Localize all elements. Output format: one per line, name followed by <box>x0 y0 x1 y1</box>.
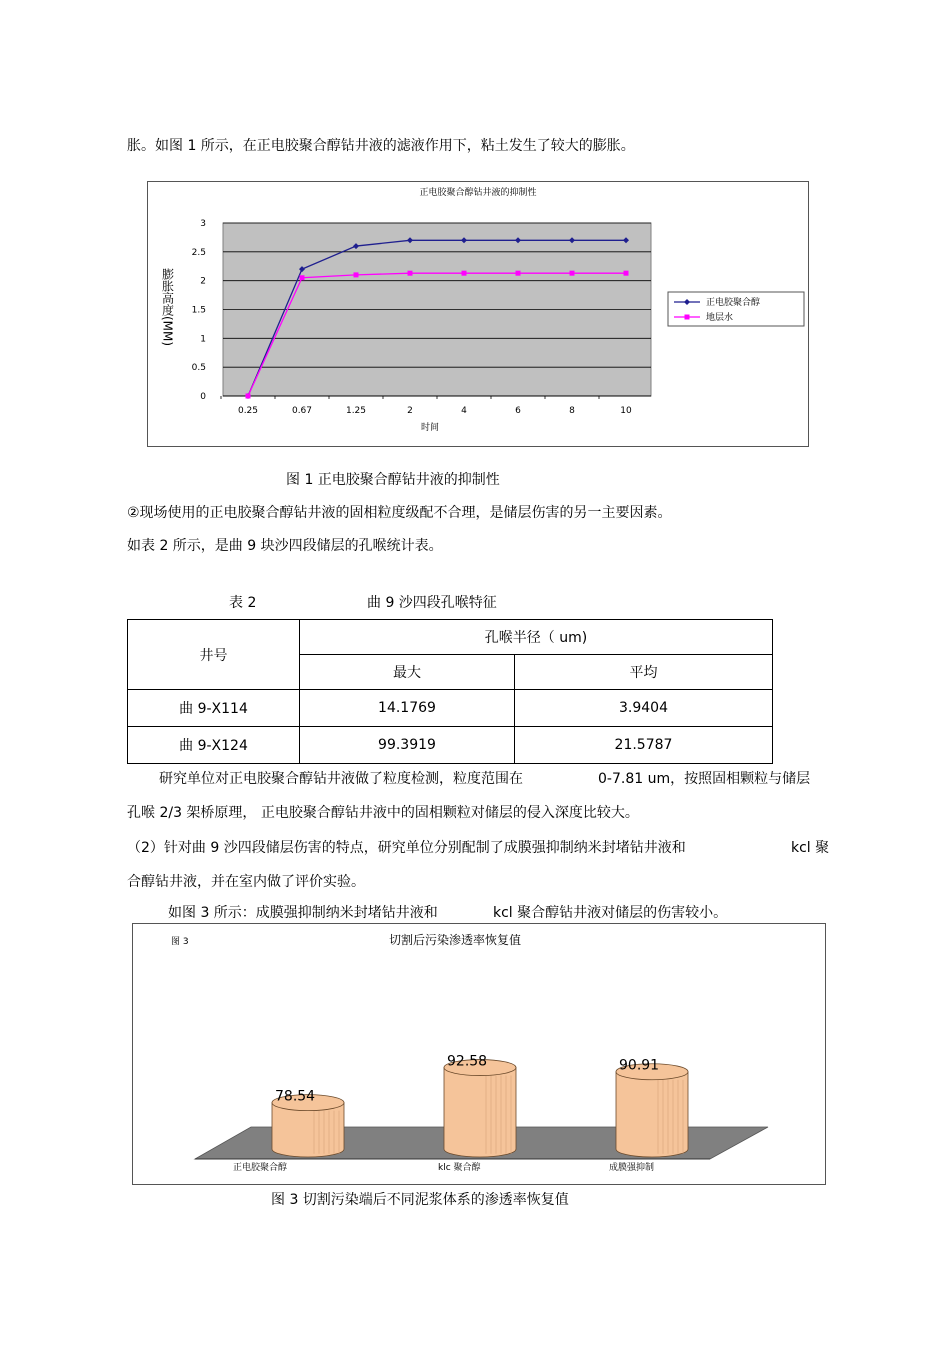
x-tick-label: 8 <box>569 406 575 416</box>
data-point <box>624 271 629 276</box>
y-tick-label: 0 <box>200 392 206 402</box>
chart-1-legend <box>668 292 804 326</box>
paragraph-6b: kcl 聚 <box>791 840 830 856</box>
data-label: 92.58 <box>447 1053 488 1070</box>
table-cell-avg: 21.5787 <box>515 727 773 764</box>
table-2-label: 表 2 <box>229 595 257 611</box>
pore-throat-table <box>127 619 773 764</box>
category-label: 正电胶聚合醇 <box>233 1163 288 1173</box>
x-tick-label: 2 <box>407 406 413 416</box>
table-header-max: 最大 <box>300 655 515 690</box>
x-tick-label: 1.25 <box>345 406 367 416</box>
paragraph-1: 胀。如图 1 所示，在正电胶聚合醇钻井液的滤液作用下，粘土发生了较大的膨胀。 <box>127 138 635 154</box>
table-2-title: 曲 9 沙四段孔喉特征 <box>367 595 497 611</box>
table-header-well: 井号 <box>128 620 300 690</box>
paragraph-2: ②现场使用的正电胶聚合醇钻井液的固相粒度级配不合理，是储层伤害的另一主要因素。 <box>127 505 672 521</box>
x-tick-label: 10 <box>620 406 632 416</box>
chart-3-title: 切割后污染渗透率恢复值 <box>388 933 522 947</box>
data-point <box>516 271 521 276</box>
x-tick-label: 6 <box>515 406 521 416</box>
bar-3 <box>616 1058 688 1157</box>
paragraph-4a: 研究单位对正电胶聚合醇钻井液做了粒度检测，粒度范围在 <box>159 771 523 787</box>
bar-2 <box>444 1054 516 1157</box>
x-tick-label: 0.67 <box>291 406 313 416</box>
paragraph-5: 孔喉 2/3 架桥原理， 正电胶聚合醇钻井液中的固相颗粒对储层的侵入深度比较大。 <box>127 805 639 821</box>
category-label: klc 聚合醇 <box>438 1163 481 1173</box>
data-point <box>408 271 413 276</box>
table-cell-well: 曲 9-X124 <box>128 727 300 764</box>
legend-marker-2 <box>685 315 690 320</box>
bar-body <box>616 1072 688 1157</box>
x-tick-label: 4 <box>461 406 467 416</box>
legend-series-1: 正电胶聚合醇 <box>706 298 761 308</box>
permeability-bar-chart <box>133 924 825 1184</box>
figure-3-caption: 图 3 切割污染端后不同泥浆体系的渗透率恢复值 <box>271 1192 569 1208</box>
table-row <box>128 727 773 764</box>
data-point <box>246 394 251 399</box>
paragraph-3: 如表 2 所示，是曲 9 块沙四段储层的孔喉统计表。 <box>127 538 443 554</box>
table-header-avg: 平均 <box>515 655 773 690</box>
data-label: 78.54 <box>275 1088 316 1105</box>
inhibition-line-chart <box>148 182 808 446</box>
table-cell-avg: 3.9404 <box>515 690 773 727</box>
data-point <box>354 272 359 277</box>
chart-1-x-axis-label: 时间 <box>420 423 440 433</box>
y-tick-label: 2 <box>200 276 206 287</box>
data-point <box>570 271 575 276</box>
table-row <box>128 690 773 727</box>
paragraph-6a: （2）针对曲 9 沙四段储层伤害的特点，研究单位分别配制了成膜强抑制纳米封堵钻井液和 <box>127 840 686 856</box>
legend-series-2: 地层水 <box>706 313 734 323</box>
paragraph-8a: 如图 3 所示：成膜强抑制纳米封堵钻井液和 <box>168 905 438 921</box>
y-tick-label: 1 <box>200 334 206 345</box>
figure-1-caption: 图 1 正电胶聚合醇钻井液的抑制性 <box>286 472 500 488</box>
data-point <box>462 271 467 276</box>
data-point <box>300 275 305 280</box>
bar-body <box>444 1068 516 1157</box>
figure-3-chart <box>132 923 826 1185</box>
paragraph-4b: 0-7.81 um，按照固相颗粒与储层 <box>598 771 811 787</box>
y-tick-label: 0.5 <box>191 363 206 374</box>
x-tick-label: 0.25 <box>237 406 259 416</box>
table-header-pore-radius: 孔喉半径（ um) <box>300 620 773 655</box>
bar-1 <box>272 1089 344 1157</box>
paragraph-8b: kcl 聚合醇钻井液对储层的伤害较小。 <box>493 905 728 921</box>
table-cell-well: 曲 9-X114 <box>128 690 300 727</box>
chart-1-title: 正电胶聚合醇钻井液的抑制性 <box>419 188 537 198</box>
data-label: 90.91 <box>619 1057 660 1074</box>
y-tick-label: 3 <box>200 219 206 229</box>
y-tick-label: 1.5 <box>191 305 206 316</box>
y-tick-label: 2.5 <box>191 247 206 258</box>
chart-1-y-axis-label <box>160 268 174 349</box>
figure-1-chart <box>147 181 809 447</box>
paragraph-7: 合醇钻井液，并在室内做了评价实验。 <box>127 874 365 890</box>
y-axis-label-text: 膨胀高度(MM) <box>160 268 175 347</box>
category-label: 成膜强抑制 <box>609 1163 655 1173</box>
chart-3-corner-label: 图 3 <box>171 937 189 947</box>
table-cell-max: 99.3919 <box>300 727 515 764</box>
table-cell-max: 14.1769 <box>300 690 515 727</box>
